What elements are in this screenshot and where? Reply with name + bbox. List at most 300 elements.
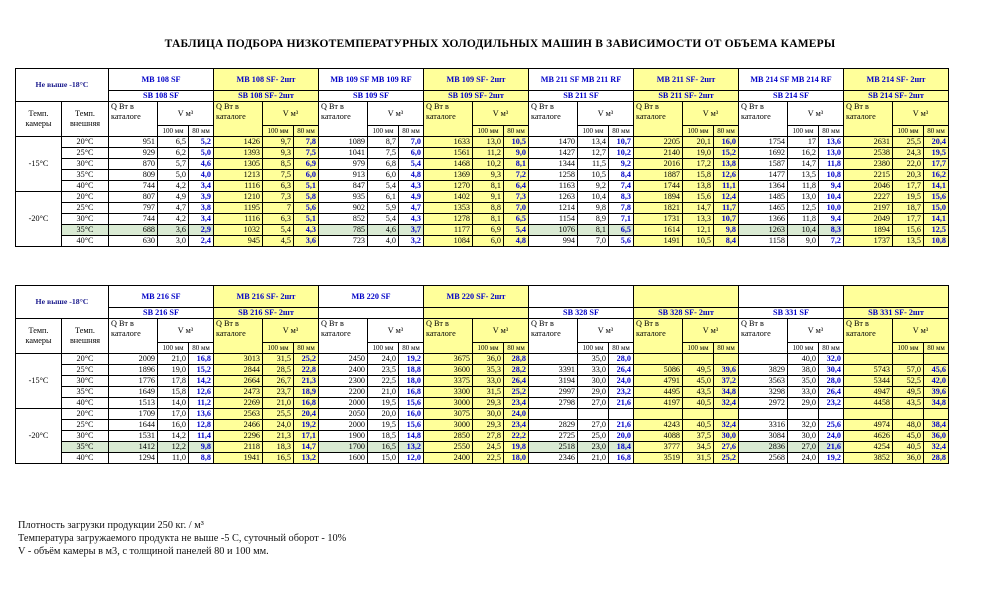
volume-100mm-value: 43,5 — [893, 398, 924, 409]
capacity-value: 2550 — [424, 442, 473, 453]
volume-100mm-value: 6,3 — [263, 214, 294, 225]
volume-80mm-value: 15,6 — [399, 420, 424, 431]
volume-80mm-value: 3,6 — [294, 236, 319, 247]
capacity-value: 2836 — [739, 442, 788, 453]
volume-80mm-value: 19,5 — [924, 148, 949, 159]
chamber-temp: -20°С — [16, 192, 62, 247]
volume-80mm-value: 11,8 — [819, 159, 844, 170]
table-row — [16, 236, 949, 247]
outside-temp: 25°С — [62, 148, 109, 159]
header-100mm: 100 мм — [893, 126, 924, 137]
volume-100mm-value: 31,5 — [263, 354, 294, 365]
capacity-value: 1633 — [424, 137, 473, 148]
capacity-value: 2725 — [529, 431, 578, 442]
volume-80mm-value: 8,3 — [609, 192, 634, 203]
volume-100mm-value: 15,6 — [893, 225, 924, 236]
volume-80mm-value: 18,9 — [294, 387, 319, 398]
volume-100mm-value: 21,0 — [158, 354, 189, 365]
capacity-value: 1177 — [424, 225, 473, 236]
header-q-catalog: Q Вт в каталоге — [844, 319, 893, 354]
capacity-value: 4947 — [844, 387, 893, 398]
volume-100mm-value: 15,8 — [158, 387, 189, 398]
outside-temp: 30°С — [62, 214, 109, 225]
capacity-value: 4974 — [844, 420, 893, 431]
capacity-value: 2664 — [214, 376, 263, 387]
capacity-value: 1821 — [634, 203, 683, 214]
capacity-value: 3000 — [424, 420, 473, 431]
volume-80mm-value: 2,9 — [189, 225, 214, 236]
outside-temp: 40°С — [62, 236, 109, 247]
capacity-value: 1426 — [214, 137, 263, 148]
capacity-value: 2518 — [529, 442, 578, 453]
capacity-value: 2450 — [319, 354, 368, 365]
header-temp-chamber: Темп. камеры — [16, 319, 62, 354]
header-volume: V м³ — [263, 319, 319, 343]
unit-name: MB 216 SF- 2шт — [214, 286, 319, 308]
capacity-value — [529, 409, 578, 420]
volume-100mm-value: 5,4 — [263, 225, 294, 236]
capacity-value: 1353 — [424, 203, 473, 214]
capacity-value: 2205 — [634, 137, 683, 148]
table-row — [16, 214, 949, 225]
capacity-value: 994 — [529, 236, 578, 247]
capacity-value: 1894 — [634, 192, 683, 203]
selection-table-1 — [15, 68, 949, 247]
volume-100mm-value: 4,0 — [368, 236, 399, 247]
volume-80mm-value: 13,8 — [714, 159, 739, 170]
volume-80mm-value: 10,8 — [819, 170, 844, 181]
outside-temp: 30°С — [62, 159, 109, 170]
capacity-value: 1600 — [319, 453, 368, 464]
capacity-value: 1278 — [424, 214, 473, 225]
capacity-value: 1587 — [739, 159, 788, 170]
header-80mm: 80 мм — [609, 343, 634, 354]
volume-80mm-value: 8,1 — [504, 159, 529, 170]
volume-80mm-value: 4,0 — [189, 170, 214, 181]
volume-80mm-value: 9,2 — [609, 159, 634, 170]
volume-100mm-value: 30,0 — [473, 409, 504, 420]
note-volume: V - объём камеры в м3, с толщиной панелей 80 и 100 мм. — [18, 546, 269, 558]
capacity-value: 1744 — [634, 181, 683, 192]
capacity-value: 1258 — [529, 170, 578, 181]
capacity-value: 1263 — [529, 192, 578, 203]
volume-80mm-value: 7,2 — [819, 236, 844, 247]
volume-100mm-value: 7,0 — [578, 236, 609, 247]
volume-100mm-value: 14,2 — [158, 431, 189, 442]
volume-100mm-value: 9,1 — [473, 192, 504, 203]
volume-80mm-value: 6,0 — [399, 148, 424, 159]
volume-100mm-value: 37,5 — [683, 431, 714, 442]
volume-100mm-value: 17,7 — [893, 181, 924, 192]
table-row — [16, 453, 949, 464]
volume-80mm-value: 25,2 — [714, 453, 739, 464]
volume-80mm-value: 14,7 — [294, 442, 319, 453]
header-q-catalog: Q Вт в каталоге — [634, 319, 683, 354]
header-volume: V м³ — [473, 102, 529, 126]
volume-100mm-value: 7,5 — [263, 170, 294, 181]
volume-100mm-value: 15,0 — [368, 453, 399, 464]
volume-80mm-value: 10,7 — [714, 214, 739, 225]
header-80mm: 80 мм — [189, 343, 214, 354]
capacity-value: 807 — [109, 192, 158, 203]
volume-100mm-value: 6,9 — [473, 225, 504, 236]
volume-80mm-value: 5,1 — [294, 181, 319, 192]
volume-80mm-value: 32,4 — [924, 442, 949, 453]
volume-100mm-value: 4,2 — [158, 181, 189, 192]
unit-name: MB 109 SF- 2шт — [424, 69, 529, 91]
volume-80mm-value: 3,4 — [189, 214, 214, 225]
volume-80mm-value: 39,6 — [924, 387, 949, 398]
header-q-catalog: Q Вт в каталоге — [319, 102, 368, 137]
capacity-value: 4495 — [634, 387, 683, 398]
outside-temp: 30°С — [62, 431, 109, 442]
capacity-value: 1089 — [319, 137, 368, 148]
header-volume: V м³ — [893, 102, 949, 126]
unit-name — [529, 286, 634, 308]
volume-100mm-value: 17,7 — [893, 214, 924, 225]
volume-100mm-value: 24,0 — [788, 453, 819, 464]
note-density: Плотность загрузки продукции 250 кг. / м³ — [18, 520, 204, 531]
volume-100mm-value: 20,0 — [368, 409, 399, 420]
header-80mm: 80 мм — [819, 126, 844, 137]
header-80mm: 80 мм — [924, 126, 949, 137]
header-80mm: 80 мм — [609, 126, 634, 137]
volume-80mm-value: 25,2 — [504, 387, 529, 398]
capacity-value: 1692 — [739, 148, 788, 159]
header-q-catalog: Q Вт в каталоге — [424, 102, 473, 137]
table-row — [16, 398, 949, 409]
volume-100mm-value: 16,5 — [368, 442, 399, 453]
capacity-value: 979 — [319, 159, 368, 170]
header-volume: V м³ — [683, 319, 739, 343]
volume-100mm-value: 17,2 — [683, 159, 714, 170]
volume-100mm-value: 23,7 — [263, 387, 294, 398]
capacity-value: 4791 — [634, 376, 683, 387]
capacity-value: 1364 — [739, 181, 788, 192]
capacity-value: 3852 — [844, 453, 893, 464]
unit-sub-name: SB 216 SF- 2шт — [214, 308, 319, 319]
volume-100mm-value: 28,5 — [263, 365, 294, 376]
header-80mm: 80 мм — [819, 343, 844, 354]
unit-sub-name: SB 214 SF — [739, 91, 844, 102]
volume-100mm-value: 29,0 — [788, 398, 819, 409]
volume-80mm-value: 7,3 — [504, 192, 529, 203]
capacity-value: 1754 — [739, 137, 788, 148]
volume-80mm-value: 4,8 — [504, 236, 529, 247]
header-volume: V м³ — [683, 102, 739, 126]
volume-100mm-value: 9,8 — [578, 203, 609, 214]
volume-100mm-value: 21,0 — [578, 453, 609, 464]
volume-100mm-value: 13,5 — [788, 170, 819, 181]
capacity-value: 3013 — [214, 354, 263, 365]
unit-name: MB 220 SF — [319, 286, 424, 308]
table-row — [16, 181, 949, 192]
volume-80mm-value: 4,7 — [399, 203, 424, 214]
volume-80mm-value: 6,0 — [294, 170, 319, 181]
outside-temp: 35°С — [62, 387, 109, 398]
volume-80mm-value — [924, 354, 949, 365]
capacity-value: 1195 — [214, 203, 263, 214]
volume-80mm-value: 19,2 — [819, 453, 844, 464]
header-q-catalog: Q Вт в каталоге — [109, 102, 158, 137]
volume-100mm-value: 11,8 — [788, 214, 819, 225]
capacity-value: 2538 — [844, 148, 893, 159]
capacity-value: 1644 — [109, 420, 158, 431]
capacity-value: 2631 — [844, 137, 893, 148]
table-row — [16, 354, 949, 365]
volume-100mm-value: 29,0 — [578, 387, 609, 398]
volume-100mm-value: 21,0 — [368, 387, 399, 398]
volume-100mm-value: 8,7 — [368, 137, 399, 148]
capacity-value: 4197 — [634, 398, 683, 409]
volume-80mm-value: 10,2 — [609, 148, 634, 159]
volume-80mm-value: 28,8 — [924, 453, 949, 464]
volume-80mm-value: 15,2 — [189, 365, 214, 376]
capacity-value: 3391 — [529, 365, 578, 376]
unit-name — [844, 286, 949, 308]
capacity-value: 3519 — [634, 453, 683, 464]
volume-100mm-value: 4,6 — [368, 225, 399, 236]
selection-table-2 — [15, 285, 949, 464]
capacity-value: 1154 — [529, 214, 578, 225]
capacity-value: 2972 — [739, 398, 788, 409]
volume-100mm-value: 7,3 — [263, 192, 294, 203]
capacity-value: 1896 — [109, 365, 158, 376]
unit-name: MB 211 SF MB 211 RF — [529, 69, 634, 91]
unit-name — [634, 286, 739, 308]
capacity-value: 1649 — [109, 387, 158, 398]
volume-80mm-value: 12,8 — [189, 420, 214, 431]
capacity-value: 4626 — [844, 431, 893, 442]
volume-80mm-value: 16,8 — [609, 453, 634, 464]
table-row — [16, 203, 949, 214]
capacity-value: 1491 — [634, 236, 683, 247]
volume-80mm-value: 7,0 — [399, 137, 424, 148]
capacity-value: 1468 — [424, 159, 473, 170]
volume-100mm-value: 4,5 — [263, 236, 294, 247]
volume-80mm-value: 11,2 — [189, 398, 214, 409]
volume-80mm-value: 16,8 — [189, 354, 214, 365]
volume-80mm-value — [609, 409, 634, 420]
volume-80mm-value: 37,2 — [714, 376, 739, 387]
capacity-value: 3075 — [424, 409, 473, 420]
volume-80mm-value: 4,9 — [399, 192, 424, 203]
capacity-value: 1344 — [529, 159, 578, 170]
volume-80mm-value: 34,8 — [924, 398, 949, 409]
unit-name: MB 211 SF- 2шт — [634, 69, 739, 91]
volume-100mm-value: 11,0 — [158, 453, 189, 464]
capacity-value — [844, 409, 893, 420]
header-temp-outside: Темп. внешняя — [62, 319, 109, 354]
volume-100mm-value: 35,0 — [788, 376, 819, 387]
volume-100mm-value — [683, 409, 714, 420]
header-100mm: 100 мм — [893, 343, 924, 354]
header-volume: V м³ — [578, 319, 634, 343]
volume-80mm-value: 14,1 — [924, 181, 949, 192]
volume-80mm-value: 12,4 — [714, 192, 739, 203]
volume-100mm-value: 33,0 — [473, 376, 504, 387]
volume-80mm-value: 13,6 — [819, 137, 844, 148]
header-80mm: 80 мм — [504, 126, 529, 137]
volume-80mm-value: 26,4 — [819, 387, 844, 398]
outside-temp: 30°С — [62, 376, 109, 387]
volume-80mm-value: 5,8 — [294, 192, 319, 203]
capacity-value: 2798 — [529, 398, 578, 409]
header-temp-outside: Темп. внешняя — [62, 102, 109, 137]
capacity-value: 2200 — [319, 387, 368, 398]
volume-80mm-value: 14,1 — [924, 214, 949, 225]
capacity-value: 1731 — [634, 214, 683, 225]
volume-100mm-value: 17,0 — [158, 409, 189, 420]
volume-80mm-value: 32,4 — [714, 420, 739, 431]
volume-100mm-value: 8,1 — [473, 181, 504, 192]
volume-80mm-value: 21,6 — [609, 420, 634, 431]
volume-80mm-value: 13,0 — [819, 148, 844, 159]
capacity-value: 1561 — [424, 148, 473, 159]
volume-100mm-value: 29,3 — [473, 398, 504, 409]
capacity-value: 5344 — [844, 376, 893, 387]
volume-80mm-value: 32,0 — [819, 354, 844, 365]
unit-name: MB 108 SF — [109, 69, 214, 91]
capacity-value: 913 — [319, 170, 368, 181]
capacity-value: 2215 — [844, 170, 893, 181]
volume-100mm-value: 49,5 — [893, 387, 924, 398]
capacity-value: 2844 — [214, 365, 263, 376]
header-q-catalog: Q Вт в каталоге — [739, 102, 788, 137]
volume-100mm-value: 19,0 — [683, 148, 714, 159]
capacity-value: 2400 — [319, 365, 368, 376]
volume-80mm-value: 14,2 — [189, 376, 214, 387]
header-q-catalog: Q Вт в каталоге — [739, 319, 788, 354]
volume-100mm-value: 9,3 — [263, 148, 294, 159]
volume-100mm-value: 19,5 — [368, 398, 399, 409]
capacity-value: 4088 — [634, 431, 683, 442]
capacity-value: 2227 — [844, 192, 893, 203]
volume-100mm-value: 6,0 — [473, 236, 504, 247]
volume-100mm-value — [788, 409, 819, 420]
header-100mm: 100 мм — [578, 126, 609, 137]
volume-100mm-value: 7 — [263, 203, 294, 214]
volume-80mm-value: 12,0 — [399, 453, 424, 464]
volume-80mm-value: 9,4 — [819, 214, 844, 225]
volume-80mm-value: 4,3 — [399, 181, 424, 192]
table-row — [16, 387, 949, 398]
capacity-value: 2140 — [634, 148, 683, 159]
volume-100mm-value — [578, 409, 609, 420]
volume-100mm-value — [893, 409, 924, 420]
header-volume: V м³ — [473, 319, 529, 343]
header-volume: V м³ — [263, 102, 319, 126]
capacity-value: 1465 — [739, 203, 788, 214]
header-q-catalog: Q Вт в каталоге — [424, 319, 473, 354]
volume-100mm-value: 18,3 — [263, 442, 294, 453]
volume-80mm-value: 8,3 — [819, 225, 844, 236]
volume-80mm-value: 2,4 — [189, 236, 214, 247]
table-row — [16, 376, 949, 387]
volume-80mm-value: 3,7 — [399, 225, 424, 236]
volume-100mm-value: 25,5 — [263, 409, 294, 420]
volume-80mm-value: 5,2 — [189, 137, 214, 148]
header-100mm: 100 мм — [578, 343, 609, 354]
table-row — [16, 431, 949, 442]
volume-80mm-value: 5,6 — [609, 236, 634, 247]
volume-80mm-value: 45,6 — [924, 365, 949, 376]
header-q-catalog: Q Вт в каталоге — [529, 319, 578, 354]
outside-temp: 35°С — [62, 225, 109, 236]
volume-100mm-value: 57,0 — [893, 365, 924, 376]
volume-80mm-value: 5,4 — [399, 159, 424, 170]
header-100mm: 100 мм — [263, 343, 294, 354]
volume-80mm-value: 7,4 — [609, 181, 634, 192]
volume-80mm-value: 15,2 — [714, 148, 739, 159]
capacity-value: 1084 — [424, 236, 473, 247]
volume-100mm-value: 32,0 — [788, 420, 819, 431]
volume-100mm-value: 16,5 — [263, 453, 294, 464]
volume-80mm-value: 5,0 — [189, 148, 214, 159]
volume-80mm-value: 9,0 — [504, 148, 529, 159]
capacity-value: 2046 — [844, 181, 893, 192]
volume-100mm-value: 19,5 — [893, 192, 924, 203]
volume-100mm-value: 12,7 — [578, 148, 609, 159]
volume-80mm-value: 12,6 — [189, 387, 214, 398]
volume-80mm-value: 23,4 — [504, 420, 529, 431]
capacity-value: 1737 — [844, 236, 893, 247]
volume-100mm-value: 23,5 — [368, 365, 399, 376]
volume-100mm-value: 8,1 — [473, 214, 504, 225]
capacity-value — [634, 354, 683, 365]
capacity-value: 1402 — [424, 192, 473, 203]
volume-100mm-value: 11,2 — [473, 148, 504, 159]
volume-100mm-value: 17,8 — [158, 376, 189, 387]
volume-80mm-value: 10,8 — [924, 236, 949, 247]
notes — [18, 519, 346, 559]
volume-80mm-value — [819, 409, 844, 420]
capacity-value: 1427 — [529, 148, 578, 159]
volume-80mm-value: 38,4 — [924, 420, 949, 431]
volume-100mm-value: 12,1 — [683, 225, 714, 236]
volume-100mm-value: 27,0 — [788, 442, 819, 453]
capacity-value: 744 — [109, 214, 158, 225]
volume-80mm-value: 28,0 — [609, 354, 634, 365]
capacity-value: 2346 — [529, 453, 578, 464]
capacity-value: 2197 — [844, 203, 893, 214]
volume-100mm-value: 18,7 — [893, 203, 924, 214]
capacity-value: 929 — [109, 148, 158, 159]
volume-80mm-value: 36,0 — [924, 431, 949, 442]
capacity-value: 1366 — [739, 214, 788, 225]
outside-temp: 35°С — [62, 170, 109, 181]
header-100mm: 100 мм — [683, 126, 714, 137]
volume-80mm-value: 10,4 — [819, 192, 844, 203]
volume-80mm-value: 19,2 — [294, 420, 319, 431]
volume-80mm-value: 15,6 — [399, 398, 424, 409]
capacity-value: 951 — [109, 137, 158, 148]
capacity-value: 1369 — [424, 170, 473, 181]
volume-80mm-value: 7,8 — [294, 137, 319, 148]
volume-80mm-value: 13,2 — [294, 453, 319, 464]
volume-100mm-value: 22,0 — [893, 159, 924, 170]
volume-80mm-value — [714, 409, 739, 420]
table-row — [16, 420, 949, 431]
volume-80mm-value: 39,6 — [714, 365, 739, 376]
volume-80mm-value: 18,8 — [399, 365, 424, 376]
capacity-value: 2563 — [214, 409, 263, 420]
volume-100mm-value: 43,5 — [683, 387, 714, 398]
volume-100mm-value: 45,0 — [683, 376, 714, 387]
volume-80mm-value: 16,0 — [714, 137, 739, 148]
volume-100mm-value: 13,4 — [578, 137, 609, 148]
volume-80mm-value: 5,1 — [294, 214, 319, 225]
